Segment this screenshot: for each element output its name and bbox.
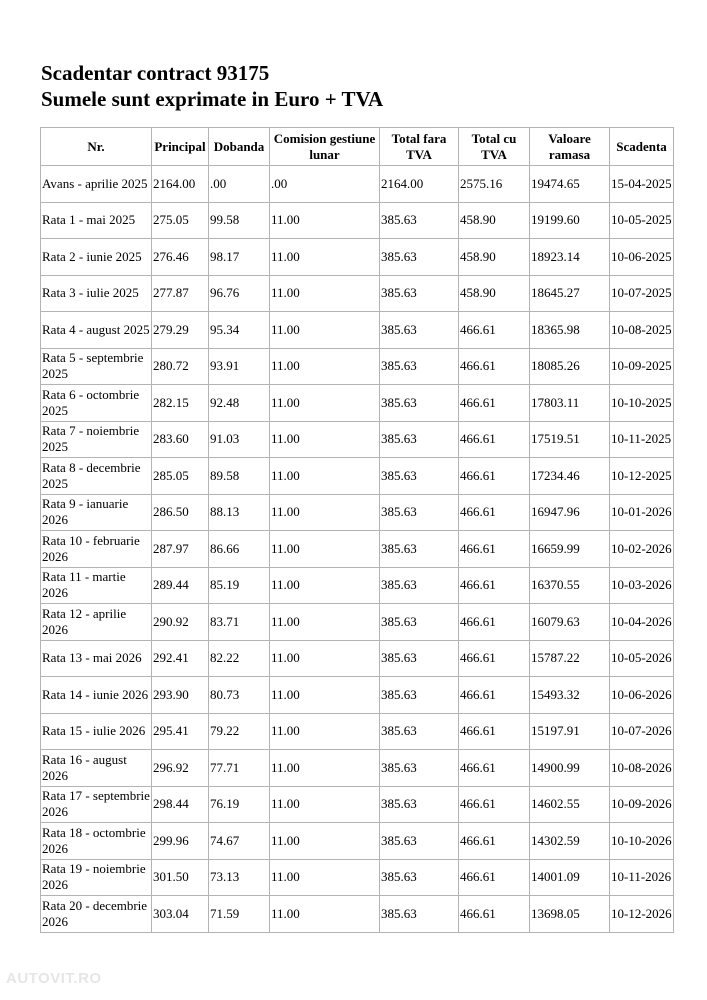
- cell-total-cu-tva: 466.61: [459, 531, 530, 568]
- cell-nr: Rata 16 - august 2026: [41, 750, 152, 787]
- cell-principal: 292.41: [152, 641, 209, 678]
- cell-principal: 275.05: [152, 203, 209, 240]
- table-row: [41, 166, 674, 203]
- cell-comision: 11.00: [270, 531, 380, 568]
- cell-valoare-ramasa: 17803.11: [530, 385, 610, 422]
- cell-comision: 11.00: [270, 714, 380, 751]
- cell-dobanda: 73.13: [209, 860, 270, 897]
- cell-dobanda: 98.17: [209, 239, 270, 276]
- cell-principal: 301.50: [152, 860, 209, 897]
- cell-valoare-ramasa: 19199.60: [530, 203, 610, 240]
- cell-valoare-ramasa: 15787.22: [530, 641, 610, 678]
- cell-principal: 299.96: [152, 823, 209, 860]
- cell-dobanda: 95.34: [209, 312, 270, 349]
- header-col-dobanda: Dobanda: [209, 128, 270, 166]
- cell-dobanda: 86.66: [209, 531, 270, 568]
- cell-valoare-ramasa: 14602.55: [530, 787, 610, 824]
- cell-total-fara-tva: 385.63: [380, 860, 459, 897]
- cell-comision: .00: [270, 166, 380, 203]
- payment-schedule-table: [40, 127, 674, 933]
- cell-total-fara-tva: 385.63: [380, 531, 459, 568]
- cell-total-cu-tva: 466.61: [459, 714, 530, 751]
- cell-nr: Rata 1 - mai 2025: [41, 203, 152, 240]
- cell-dobanda: 85.19: [209, 568, 270, 605]
- cell-comision: 11.00: [270, 641, 380, 678]
- cell-valoare-ramasa: 16659.99: [530, 531, 610, 568]
- cell-nr: Avans - aprilie 2025: [41, 166, 152, 203]
- cell-valoare-ramasa: 18645.27: [530, 276, 610, 313]
- cell-total-fara-tva: 2164.00: [380, 166, 459, 203]
- cell-total-cu-tva: 466.61: [459, 422, 530, 459]
- table-row: [41, 860, 674, 897]
- cell-scadenta: 10-10-2025: [610, 385, 674, 422]
- cell-scadenta: 10-12-2025: [610, 458, 674, 495]
- cell-total-cu-tva: 466.61: [459, 495, 530, 532]
- watermark: AUTOVIT.RO: [6, 970, 102, 987]
- cell-principal: 298.44: [152, 787, 209, 824]
- cell-total-fara-tva: 385.63: [380, 641, 459, 678]
- cell-valoare-ramasa: 14001.09: [530, 860, 610, 897]
- cell-total-cu-tva: 466.61: [459, 860, 530, 897]
- cell-total-fara-tva: 385.63: [380, 276, 459, 313]
- cell-nr: Rata 13 - mai 2026: [41, 641, 152, 678]
- cell-comision: 11.00: [270, 677, 380, 714]
- cell-total-fara-tva: 385.63: [380, 349, 459, 386]
- cell-dobanda: 89.58: [209, 458, 270, 495]
- table-row: [41, 641, 674, 678]
- table-row: [41, 823, 674, 860]
- cell-scadenta: 10-10-2026: [610, 823, 674, 860]
- table-header-row: [41, 128, 674, 166]
- cell-total-cu-tva: 466.61: [459, 385, 530, 422]
- cell-nr: Rata 15 - iulie 2026: [41, 714, 152, 751]
- cell-total-cu-tva: 466.61: [459, 312, 530, 349]
- cell-valoare-ramasa: 17234.46: [530, 458, 610, 495]
- cell-valoare-ramasa: 16947.96: [530, 495, 610, 532]
- cell-comision: 11.00: [270, 458, 380, 495]
- cell-dobanda: 71.59: [209, 896, 270, 933]
- header-col-total-cu-tva: Total cu TVA: [459, 128, 530, 166]
- cell-total-cu-tva: 466.61: [459, 604, 530, 641]
- table-row: [41, 203, 674, 240]
- cell-nr: Rata 20 - decembrie 2026: [41, 896, 152, 933]
- cell-nr: Rata 3 - iulie 2025: [41, 276, 152, 313]
- cell-nr: Rata 10 - februarie 2026: [41, 531, 152, 568]
- cell-total-cu-tva: 466.61: [459, 458, 530, 495]
- cell-scadenta: 10-03-2026: [610, 568, 674, 605]
- table-body: [41, 166, 674, 933]
- cell-valoare-ramasa: 13698.05: [530, 896, 610, 933]
- cell-scadenta: 15-04-2025: [610, 166, 674, 203]
- cell-scadenta: 10-07-2025: [610, 276, 674, 313]
- cell-principal: 279.29: [152, 312, 209, 349]
- header-col-comision: Comision gestiune lunar: [270, 128, 380, 166]
- cell-principal: 290.92: [152, 604, 209, 641]
- cell-dobanda: 79.22: [209, 714, 270, 751]
- cell-total-fara-tva: 385.63: [380, 568, 459, 605]
- cell-scadenta: 10-09-2025: [610, 349, 674, 386]
- cell-scadenta: 10-08-2026: [610, 750, 674, 787]
- cell-total-cu-tva: 458.90: [459, 276, 530, 313]
- cell-nr: Rata 4 - august 2025: [41, 312, 152, 349]
- cell-dobanda: 99.58: [209, 203, 270, 240]
- cell-dobanda: 96.76: [209, 276, 270, 313]
- cell-total-fara-tva: 385.63: [380, 604, 459, 641]
- cell-comision: 11.00: [270, 823, 380, 860]
- table-row: [41, 677, 674, 714]
- cell-principal: 286.50: [152, 495, 209, 532]
- cell-comision: 11.00: [270, 495, 380, 532]
- cell-total-fara-tva: 385.63: [380, 787, 459, 824]
- cell-comision: 11.00: [270, 422, 380, 459]
- cell-comision: 11.00: [270, 349, 380, 386]
- cell-principal: 282.15: [152, 385, 209, 422]
- cell-comision: 11.00: [270, 276, 380, 313]
- header-col-nr: Nr.: [41, 128, 152, 166]
- cell-valoare-ramasa: 19474.65: [530, 166, 610, 203]
- cell-principal: 277.87: [152, 276, 209, 313]
- cell-valoare-ramasa: 18923.14: [530, 239, 610, 276]
- cell-scadenta: 10-07-2026: [610, 714, 674, 751]
- contract-title: Scadentar contract 93175: [41, 61, 270, 85]
- header-col-total-fara-tva: Total fara TVA: [380, 128, 459, 166]
- cell-comision: 11.00: [270, 568, 380, 605]
- table-row: [41, 896, 674, 933]
- cell-scadenta: 10-04-2026: [610, 604, 674, 641]
- table-row: [41, 385, 674, 422]
- table-row: [41, 531, 674, 568]
- cell-nr: Rata 12 - aprilie 2026: [41, 604, 152, 641]
- cell-total-fara-tva: 385.63: [380, 203, 459, 240]
- header-col-principal: Principal: [152, 128, 209, 166]
- header-col-valoare-ramasa: Valoare ramasa: [530, 128, 610, 166]
- cell-total-cu-tva: 466.61: [459, 349, 530, 386]
- cell-scadenta: 10-02-2026: [610, 531, 674, 568]
- cell-scadenta: 10-06-2026: [610, 677, 674, 714]
- cell-comision: 11.00: [270, 750, 380, 787]
- cell-total-cu-tva: 466.61: [459, 823, 530, 860]
- cell-scadenta: 10-05-2026: [610, 641, 674, 678]
- currency-subtitle: Sumele sunt exprimate in Euro + TVA: [41, 87, 384, 111]
- table-row: [41, 750, 674, 787]
- cell-dobanda: 74.67: [209, 823, 270, 860]
- cell-valoare-ramasa: 16370.55: [530, 568, 610, 605]
- table-row: [41, 568, 674, 605]
- cell-principal: 2164.00: [152, 166, 209, 203]
- table-row: [41, 312, 674, 349]
- cell-nr: Rata 8 - decembrie 2025: [41, 458, 152, 495]
- cell-total-cu-tva: 466.61: [459, 677, 530, 714]
- cell-total-fara-tva: 385.63: [380, 714, 459, 751]
- table-row: [41, 458, 674, 495]
- cell-principal: 285.05: [152, 458, 209, 495]
- cell-scadenta: 10-09-2026: [610, 787, 674, 824]
- cell-total-fara-tva: 385.63: [380, 239, 459, 276]
- cell-valoare-ramasa: 18085.26: [530, 349, 610, 386]
- table-row: [41, 349, 674, 386]
- cell-valoare-ramasa: 16079.63: [530, 604, 610, 641]
- cell-principal: 283.60: [152, 422, 209, 459]
- cell-dobanda: 80.73: [209, 677, 270, 714]
- cell-total-cu-tva: 466.61: [459, 750, 530, 787]
- document-title: [41, 60, 383, 112]
- cell-total-fara-tva: 385.63: [380, 385, 459, 422]
- cell-scadenta: 10-08-2025: [610, 312, 674, 349]
- cell-nr: Rata 11 - martie 2026: [41, 568, 152, 605]
- cell-valoare-ramasa: 18365.98: [530, 312, 610, 349]
- cell-nr: Rata 17 - septembrie 2026: [41, 787, 152, 824]
- table-row: [41, 422, 674, 459]
- table-row: [41, 714, 674, 751]
- table-row: [41, 787, 674, 824]
- cell-nr: Rata 14 - iunie 2026: [41, 677, 152, 714]
- cell-comision: 11.00: [270, 604, 380, 641]
- table-row: [41, 276, 674, 313]
- cell-principal: 303.04: [152, 896, 209, 933]
- cell-total-fara-tva: 385.63: [380, 750, 459, 787]
- cell-dobanda: 88.13: [209, 495, 270, 532]
- cell-total-cu-tva: 466.61: [459, 568, 530, 605]
- cell-total-fara-tva: 385.63: [380, 677, 459, 714]
- cell-total-cu-tva: 466.61: [459, 641, 530, 678]
- cell-total-cu-tva: 466.61: [459, 787, 530, 824]
- cell-total-cu-tva: 458.90: [459, 203, 530, 240]
- cell-valoare-ramasa: 17519.51: [530, 422, 610, 459]
- cell-nr: Rata 9 - ianuarie 2026: [41, 495, 152, 532]
- cell-dobanda: 92.48: [209, 385, 270, 422]
- cell-scadenta: 10-06-2025: [610, 239, 674, 276]
- cell-comision: 11.00: [270, 312, 380, 349]
- cell-principal: 276.46: [152, 239, 209, 276]
- table-row: [41, 239, 674, 276]
- cell-principal: 289.44: [152, 568, 209, 605]
- cell-principal: 293.90: [152, 677, 209, 714]
- cell-scadenta: 10-11-2026: [610, 860, 674, 897]
- cell-nr: Rata 6 - octombrie 2025: [41, 385, 152, 422]
- cell-total-fara-tva: 385.63: [380, 896, 459, 933]
- cell-nr: Rata 7 - noiembrie 2025: [41, 422, 152, 459]
- cell-comision: 11.00: [270, 239, 380, 276]
- cell-scadenta: 10-11-2025: [610, 422, 674, 459]
- cell-total-cu-tva: 2575.16: [459, 166, 530, 203]
- cell-principal: 280.72: [152, 349, 209, 386]
- cell-dobanda: 83.71: [209, 604, 270, 641]
- cell-comision: 11.00: [270, 896, 380, 933]
- table-row: [41, 495, 674, 532]
- cell-total-fara-tva: 385.63: [380, 422, 459, 459]
- cell-nr: Rata 18 - octombrie 2026: [41, 823, 152, 860]
- cell-valoare-ramasa: 14302.59: [530, 823, 610, 860]
- cell-dobanda: 91.03: [209, 422, 270, 459]
- cell-dobanda: 77.71: [209, 750, 270, 787]
- table-row: [41, 604, 674, 641]
- cell-valoare-ramasa: 15197.91: [530, 714, 610, 751]
- cell-total-cu-tva: 458.90: [459, 239, 530, 276]
- cell-nr: Rata 5 - septembrie 2025: [41, 349, 152, 386]
- cell-principal: 295.41: [152, 714, 209, 751]
- cell-scadenta: 10-12-2026: [610, 896, 674, 933]
- cell-total-fara-tva: 385.63: [380, 495, 459, 532]
- cell-valoare-ramasa: 15493.32: [530, 677, 610, 714]
- cell-dobanda: 93.91: [209, 349, 270, 386]
- cell-total-fara-tva: 385.63: [380, 823, 459, 860]
- cell-total-fara-tva: 385.63: [380, 312, 459, 349]
- cell-nr: Rata 19 - noiembrie 2026: [41, 860, 152, 897]
- cell-comision: 11.00: [270, 385, 380, 422]
- cell-total-cu-tva: 466.61: [459, 896, 530, 933]
- cell-scadenta: 10-05-2025: [610, 203, 674, 240]
- cell-valoare-ramasa: 14900.99: [530, 750, 610, 787]
- cell-dobanda: 76.19: [209, 787, 270, 824]
- cell-nr: Rata 2 - iunie 2025: [41, 239, 152, 276]
- cell-comision: 11.00: [270, 860, 380, 897]
- cell-comision: 11.00: [270, 203, 380, 240]
- cell-comision: 11.00: [270, 787, 380, 824]
- cell-total-fara-tva: 385.63: [380, 458, 459, 495]
- cell-principal: 296.92: [152, 750, 209, 787]
- header-col-scadenta: Scadenta: [610, 128, 674, 166]
- cell-scadenta: 10-01-2026: [610, 495, 674, 532]
- cell-principal: 287.97: [152, 531, 209, 568]
- cell-dobanda: 82.22: [209, 641, 270, 678]
- cell-dobanda: .00: [209, 166, 270, 203]
